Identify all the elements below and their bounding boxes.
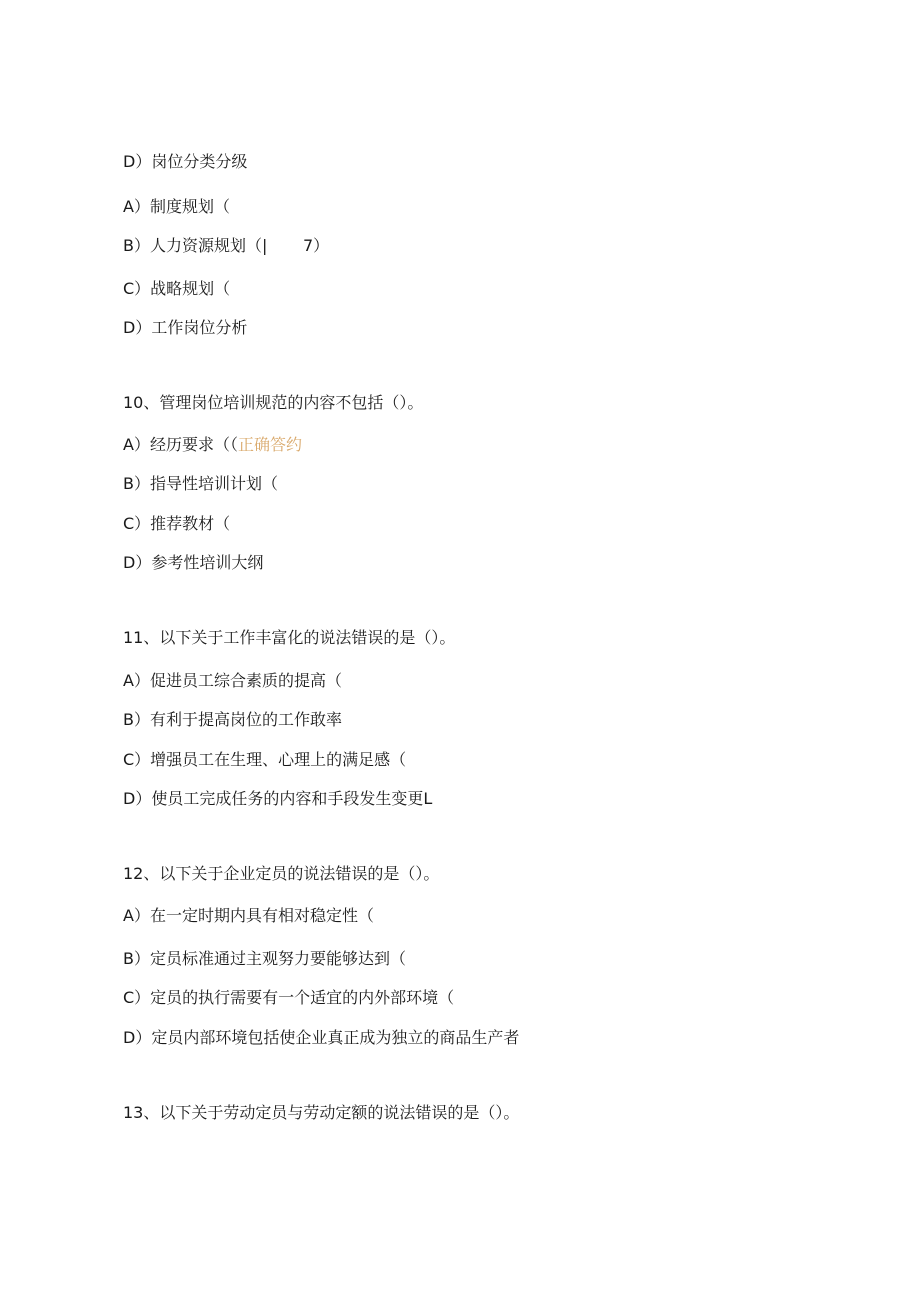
correct-answer-mark: 正确答约 [237,435,302,454]
option-d-job-classification: D）岗位分类分级 [123,152,248,171]
option-b-efficiency: B）有利于提高岗位的工作敢率 [123,710,342,729]
option-a-experience-requirement [123,435,302,455]
option-a-stability: A）在一定时期内具有相对稳定性（ [123,906,374,925]
question-10: 10、管理岗位培训规范的内容不包括（）。 [123,393,424,412]
option-d-task-change: D）使员工完成任务的内容和手段发生变更L [123,789,433,808]
option-b-hr-planning: B）人力资源规划（| 7） [123,236,330,255]
option-a-text: A）经历要求（（ [123,435,238,454]
option-d-job-analysis: D）工作岗位分析 [123,318,248,337]
option-b-guiding-plan: B）指导性培训计划（ [123,474,278,493]
option-c-satisfaction: C）增强员工在生理、心理上的满足感（ [123,750,407,769]
option-c-strategic-planning: C）战略规划（ [123,279,231,298]
question-11: 11、以下关于工作丰富化的说法错误的是（）。 [123,628,456,647]
option-a-system-planning: A）制度规划（ [123,197,230,216]
question-12: 12、以下关于企业定员的说法错误的是（）。 [123,864,440,883]
question-13: 13、以下关于劳动定员与劳动定额的说法错误的是（）。 [123,1103,520,1122]
option-d-reference-outline: D）参考性培训大纲 [123,553,264,572]
option-c-recommended-textbook: C）推荐教材（ [123,514,231,533]
option-c-environment: C）定员的执行需要有一个适宜的内外部环境（ [123,988,455,1007]
option-d-internal-environment: D）定员内部环境包括使企业真正成为独立的商品生产者 [123,1028,520,1047]
option-b-achievable-standard: B）定员标准通过主观努力要能够达到（ [123,949,406,968]
option-a-quality-improvement: A）促进员工综合素质的提高（ [123,671,342,690]
